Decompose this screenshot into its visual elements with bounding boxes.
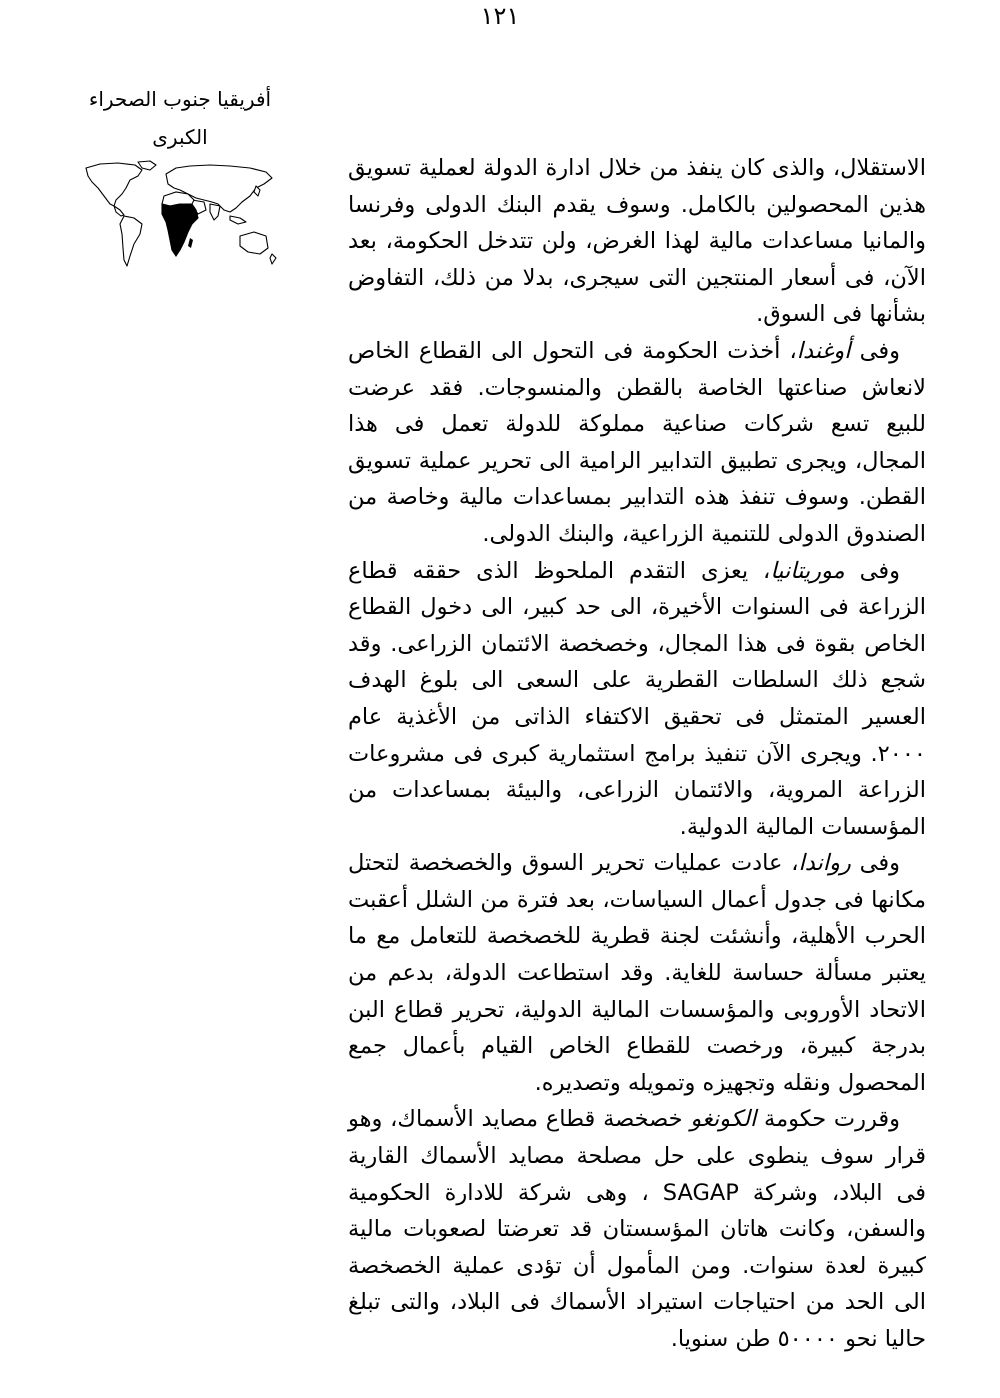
paragraph-5-body: خصخصة قطاع مصايد الأسماك، وهو قرار سوف ينطوى على حل مصلحة مصايد الأسماك القارية فى البلاد، وشركة SAGAP ، وهى شركة للادارة الحكومية والسفن، وكانت هاتان المؤسستان قد تعرضتا لصعوبات مالية كبيرة لعدة سنوات. ومن المأمول أن تؤدى عملية الخصخصة الى الحد من احتياجات استيراد الأسماك فى البلاد، والتى تبلغ حاليا نحو ٥٠٠٠٠ طن سنويا.	[348, 1106, 926, 1352]
paragraph-5	[348, 1101, 926, 1357]
paragraph-4-lead: وفى	[850, 850, 901, 877]
country-rwanda: رواندا	[798, 850, 851, 877]
country-mauritania: موريتانيا	[770, 557, 845, 584]
paragraph-3-lead: وفى	[844, 557, 900, 584]
south-america-shape	[120, 216, 142, 266]
central-america-shape	[114, 206, 124, 216]
paragraph-2-body: ، أخذت الحكومة فى التحول الى القطاع الخاص لانعاش صناعتها الخاصة بالقطن والمنسوجات. فقد عرضت للبيع تسع شركات صناعية مملوكة للدولة تعمل فى هذا المجال، ويجرى تطبيق التدابير الرامية الى تحرير عملية تسويق القطن. وسوف تنفذ هذه التدابير بمساعدات مالية وخاصة من الصندوق الدولى للتنمية الزراعية، والبنك الدولى.	[348, 337, 926, 547]
paragraph-2-lead: وفى	[850, 337, 900, 364]
india-shape	[210, 204, 220, 220]
madagascar-shape	[188, 238, 193, 248]
southeast-asia-shape	[230, 216, 246, 224]
region-sidebar	[55, 80, 305, 280]
australia-shape	[240, 232, 268, 254]
paragraph-4	[348, 845, 926, 1101]
paragraph-2	[348, 333, 926, 553]
paragraph-5-lead: وقررت حكومة	[756, 1106, 900, 1133]
region-title-line2: الكبرى	[152, 125, 208, 149]
region-title-line1: أفريقيا جنوب الصحراء	[88, 87, 272, 111]
country-uganda: أوغندا	[796, 337, 851, 364]
main-text-block	[348, 150, 926, 1358]
new-zealand-shape	[270, 254, 276, 264]
paragraph-3-body: ، يعزى التقدم الملحوظ الذى حققه قطاع الزراعة فى السنوات الأخيرة، الى حد كبير، الى دخول القطاع الخاص بقوة فى هذا المجال، وخصخصة الائتمان الزراعى. وقد شجع ذلك السلطات القطرية على السعى الى بلوغ الهدف العسير المتمثل فى تحقيق الاكتفاء الذاتى من الأغذية عام ٢٠٠٠. ويجرى الآن تنفيذ برامج استثمارية كبرى فى مشروعات الزراعة المروية، والائتمان الزراعى، والبيئة بمساعدات من المؤسسات المالية الدولية.	[348, 557, 926, 840]
country-congo: الكونغو	[690, 1106, 757, 1133]
north-america-shape	[86, 163, 142, 206]
page-number: ١٢١	[480, 2, 520, 30]
sub-saharan-africa-shape	[162, 204, 198, 256]
world-map-africa-highlighted-icon	[80, 160, 280, 280]
paragraph-1: الاستقلال، والذى كان ينفذ من خلال ادارة الدولة لعملية تسويق هذين المحصولين بالكامل. وسوف يقدم البنك الدولى وفرنسا والمانيا مساعدات مالية لهذا الغرض، ولن تتدخل الحكومة، بعد الآن، فى أسعار المنتجين التى سيجرى، بدلا من ذلك، التفاوض بشأنها فى السوق.	[348, 155, 926, 328]
paragraph-4-body: ، عادت عمليات تحرير السوق والخصخصة لتحتل مكانها فى جدول أعمال السياسات، بعد فترة من الشلل أعقبت الحرب الأهلية، وأنشئت لجنة قطرية للخصخصة للتعامل مع ما يعتبر مسألة حساسة للغاية. وقد استطاعت الدولة، بدعم من الاتحاد الأوروبى والمؤسسات المالية الدولية، تحرير قطاع البن بدرجة كبيرة، ورخصت للقطاع الخاص القيام بأعمال جمع المحصول ونقله وتجهيزه وتمويله وتصديره.	[348, 850, 926, 1096]
paragraph-3	[348, 553, 926, 846]
